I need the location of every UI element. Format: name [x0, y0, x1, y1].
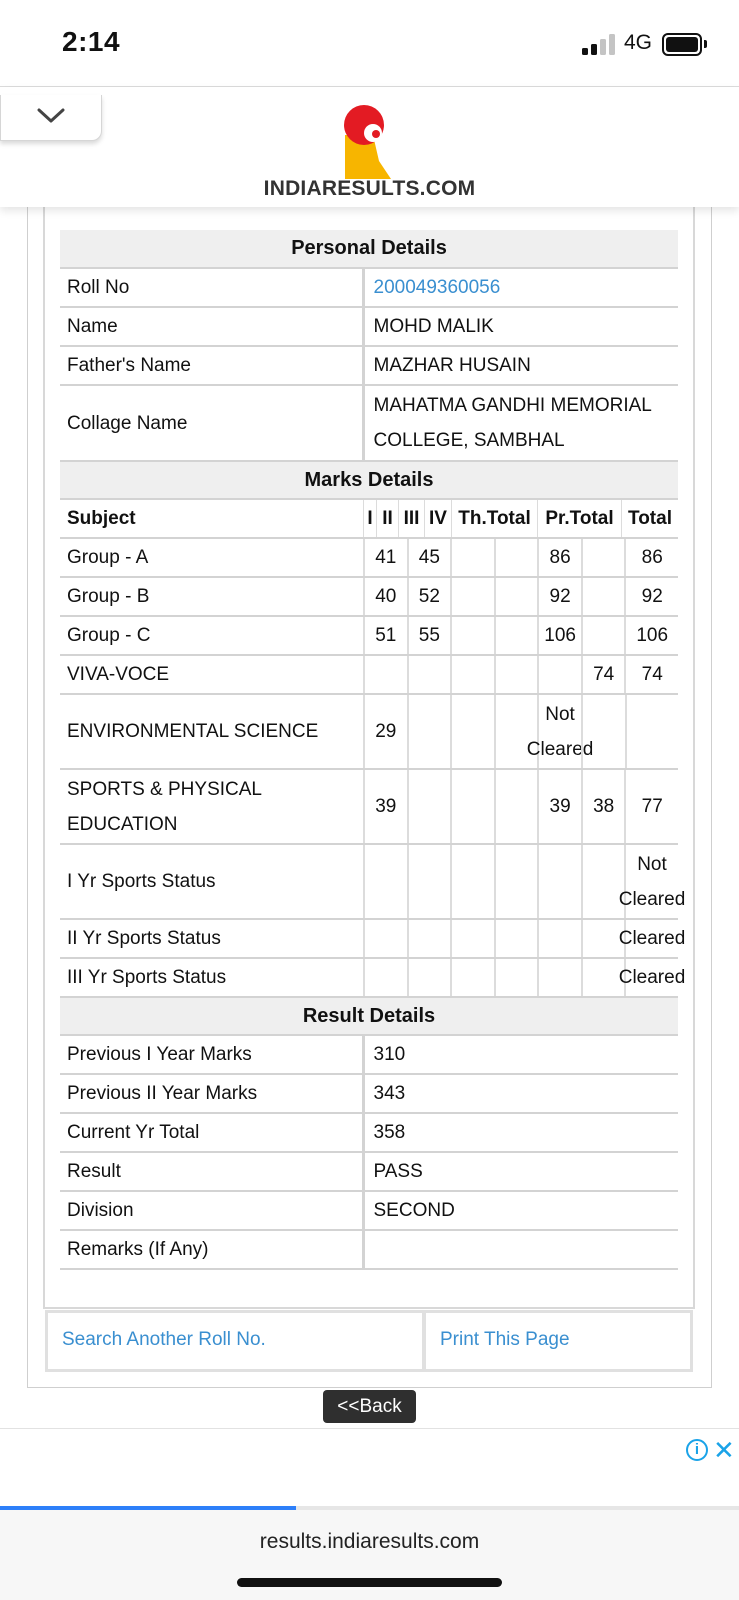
marks-cell: [450, 695, 494, 768]
subject-name: I Yr Sports Status: [60, 844, 363, 919]
marks-row: [60, 769, 678, 844]
print-page-link[interactable]: Print This Page: [423, 1310, 693, 1372]
site-header: [0, 87, 739, 207]
marks-cell: [450, 770, 494, 843]
marks-cell: [537, 845, 581, 918]
detail-label: Previous II Year Marks: [60, 1074, 363, 1113]
marks-cells: [363, 578, 678, 615]
marks-cell: Cleared: [624, 959, 678, 996]
column-header: I: [363, 500, 376, 537]
marks-body: [60, 538, 686, 997]
marks-cell: Cleared: [624, 920, 678, 957]
marks-cell: 38: [581, 770, 625, 843]
detail-label: Current Yr Total: [60, 1113, 363, 1152]
marks-cell: [494, 845, 538, 918]
marks-cell: 39: [537, 770, 581, 843]
result-table: [60, 230, 686, 1270]
marks-row: [60, 655, 678, 694]
marks-cell: 86: [537, 539, 581, 576]
marks-cell: [537, 959, 581, 996]
battery-icon: [662, 33, 702, 56]
column-header: IV: [424, 500, 451, 537]
detail-value: SECOND: [363, 1191, 678, 1230]
marks-cell: [450, 959, 494, 996]
marks-cell: [494, 959, 538, 996]
detail-value: 358: [363, 1113, 678, 1152]
detail-row-father-name: [60, 346, 678, 385]
section-heading-result: Result Details: [60, 997, 678, 1035]
marks-cell: 74: [581, 656, 625, 693]
marks-cells: [363, 656, 678, 693]
marks-cell: [494, 539, 538, 576]
marks-cell: 92: [537, 578, 581, 615]
result-row-remarks: [60, 1230, 678, 1269]
marks-cell: [581, 539, 625, 576]
marks-cell: [494, 578, 538, 615]
detail-label: Previous I Year Marks: [60, 1035, 363, 1074]
marks-cell: [407, 959, 451, 996]
section-heading-personal: Personal Details: [60, 230, 678, 268]
marks-cell: [407, 845, 451, 918]
marks-cell: [450, 617, 494, 654]
detail-label: Result: [60, 1152, 363, 1191]
marks-cell: [407, 920, 451, 957]
subject-name: III Yr Sports Status: [60, 958, 363, 997]
marks-cells: [363, 845, 686, 918]
result-row-current-total: [60, 1113, 678, 1152]
search-another-roll-link[interactable]: Search Another Roll No.: [45, 1310, 425, 1372]
roll-number-link[interactable]: 200049360056: [363, 268, 678, 307]
result-row-prev-1: [60, 1035, 678, 1074]
detail-row-roll-no: [60, 268, 678, 307]
action-links: [45, 1310, 693, 1372]
marks-cell: [407, 695, 451, 768]
ad-close-icon[interactable]: ✕: [713, 1435, 735, 1465]
marks-header-row: [60, 499, 678, 538]
marks-cell: [581, 959, 625, 996]
section-heading-marks: Marks Details: [60, 461, 678, 499]
detail-label: Collage Name: [60, 385, 363, 461]
marks-cell: [581, 617, 625, 654]
ad-info-icon[interactable]: i: [686, 1439, 708, 1461]
column-header: Total: [621, 500, 678, 537]
marks-cell: [450, 578, 494, 615]
detail-label: Remarks (If Any): [60, 1230, 363, 1269]
marks-cell: [450, 920, 494, 957]
browser-url-bar[interactable]: [0, 1510, 739, 1600]
marks-cell: 41: [363, 539, 407, 576]
marks-cell: [537, 920, 581, 957]
marks-cell: 86: [624, 539, 677, 576]
marks-row: [60, 694, 678, 769]
marks-cell: [625, 695, 678, 768]
logo-icon[interactable]: [343, 101, 393, 181]
subject-name: Group - C: [60, 616, 363, 655]
marks-row: [60, 844, 678, 919]
home-indicator[interactable]: [237, 1578, 502, 1587]
marks-cells: [363, 617, 678, 654]
detail-row-college: [60, 385, 678, 461]
status-bar: [0, 0, 739, 86]
marks-cell: 55: [407, 617, 451, 654]
marks-cells: [363, 959, 686, 996]
marks-row: [60, 958, 678, 997]
marks-cell: [581, 920, 625, 957]
marks-cell: Not Cleared: [537, 695, 581, 768]
marks-cell: 40: [363, 578, 407, 615]
marks-cells: [363, 695, 678, 768]
marks-cell: [494, 920, 538, 957]
detail-label: Name: [60, 307, 363, 346]
marks-cell: 92: [624, 578, 677, 615]
marks-cell: [407, 656, 451, 693]
marks-row: [60, 577, 678, 616]
marks-cell: 74: [624, 656, 677, 693]
marks-cells: [363, 539, 678, 576]
subject-name: Group - A: [60, 538, 363, 577]
detail-value: 343: [363, 1074, 678, 1113]
subject-name: VIVA-VOCE: [60, 655, 363, 694]
detail-row-name: [60, 307, 678, 346]
subject-name: II Yr Sports Status: [60, 919, 363, 958]
marks-cell: [450, 539, 494, 576]
subject-name: Group - B: [60, 577, 363, 616]
network-type: 4G: [624, 31, 653, 54]
status-time: 2:14: [62, 26, 121, 57]
marks-cells: [363, 920, 686, 957]
marks-cell: [363, 959, 407, 996]
subject-name: SPORTS & PHYSICAL EDUCATION: [60, 769, 363, 844]
ad-banner[interactable]: [0, 1428, 739, 1509]
marks-cell: [537, 656, 581, 693]
marks-cell: Not Cleared: [624, 845, 678, 918]
marks-cell: [581, 845, 625, 918]
marks-cell: 51: [363, 617, 407, 654]
marks-cell: 77: [624, 770, 677, 843]
detail-label: Roll No: [60, 268, 363, 307]
column-header: II: [376, 500, 398, 537]
marks-cell: 106: [624, 617, 677, 654]
marks-column-headers: [363, 500, 678, 537]
marks-cell: 106: [537, 617, 581, 654]
detail-value: 310: [363, 1035, 678, 1074]
marks-cell: [581, 578, 625, 615]
detail-label: Father's Name: [60, 346, 363, 385]
marks-cell: [494, 656, 538, 693]
marks-row: [60, 919, 678, 958]
marks-row: [60, 616, 678, 655]
marks-cell: 52: [407, 578, 451, 615]
marks-cell: [363, 920, 407, 957]
subject-name: ENVIRONMENTAL SCIENCE: [60, 694, 363, 769]
column-header-subject: Subject: [60, 499, 363, 538]
detail-value: [363, 1230, 678, 1269]
marks-cell: 29: [363, 695, 407, 768]
collapse-header-button[interactable]: [0, 95, 102, 141]
marks-cell: [363, 845, 407, 918]
back-button[interactable]: <<Back: [323, 1390, 416, 1423]
marks-cells: [363, 770, 678, 843]
logo-text[interactable]: INDIARESULTS.COM: [263, 177, 476, 200]
url-domain[interactable]: results.indiaresults.com: [259, 1530, 480, 1553]
marks-row: [60, 538, 678, 577]
marks-cell: 45: [407, 539, 451, 576]
signal-strength-icon: [582, 33, 616, 55]
result-row-result: [60, 1152, 678, 1191]
column-header: Pr.Total: [537, 500, 621, 537]
detail-value: MOHD MALIK: [363, 307, 678, 346]
marks-cell: [494, 617, 538, 654]
marks-cell: 39: [363, 770, 407, 843]
column-header: III: [398, 500, 424, 537]
marks-cell: [450, 656, 494, 693]
column-header: Th.Total: [451, 500, 537, 537]
detail-value: PASS: [363, 1152, 678, 1191]
result-row-prev-2: [60, 1074, 678, 1113]
marks-cell: [494, 770, 538, 843]
detail-label: Division: [60, 1191, 363, 1230]
battery-cap: [704, 40, 707, 48]
marks-cell: [450, 845, 494, 918]
result-row-division: [60, 1191, 678, 1230]
marks-cell: [581, 695, 625, 768]
chevron-down-icon: [37, 107, 65, 125]
marks-cell: [363, 656, 407, 693]
detail-value: MAHATMA GANDHI MEMORIAL COLLEGE, SAMBHAL: [363, 385, 678, 461]
marks-cell: [407, 770, 451, 843]
detail-value: MAZHAR HUSAIN: [363, 346, 678, 385]
